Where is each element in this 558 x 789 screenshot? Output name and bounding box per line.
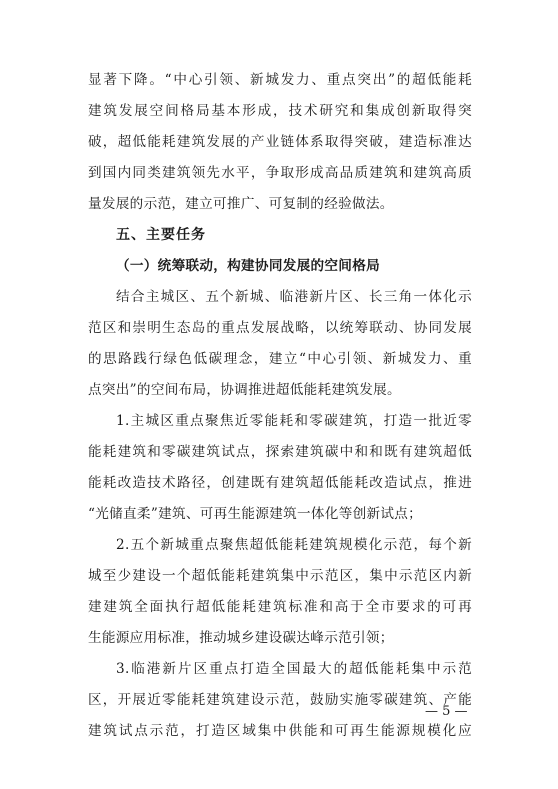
body-text-line: 区，开展近零能耗建筑建设示范，鼓励实施零碳建筑、产能 [88,692,472,708]
body-text-line: 生能源应用标准，推动城乡建设碳达峰示范引领； [88,630,394,646]
page-number: — 5 — [425,704,468,719]
body-text-line: 能耗改造技术路径，创建既有建筑超低能耗改造试点，推进 [88,475,472,491]
document-body [88,65,472,747]
list-item-first-line: 3.临港新片区重点打造全国最大的超低能耗集中示范 [116,661,472,677]
body-text-line: 显著下降。“中心引领、新城发力、重点突出”的超低能耗 [88,72,472,88]
list-item-first-line: 2.五个新城重点聚焦超低能耗建筑规模化示范，每个新 [116,537,472,553]
body-text-line: 量发展的示范，建立可推广、可复制的经验做法。 [88,196,394,212]
body-text-line: 建筑发展空间格局基本形成，技术研究和集成创新取得突 [88,103,472,119]
subsection-heading: （一）统筹联动，构建协同发展的空间格局 [116,258,380,274]
body-text-line: 的思路践行绿色低碳理念，建立“中心引领、新城发力、重 [88,351,472,367]
body-text-line: 到国内同类建筑领先水平，争取形成高品质建筑和建筑高质 [88,165,472,181]
body-text-line: 城至少建设一个超低能耗建筑集中示范区，集中示范区内新 [88,568,472,584]
body-text-line: 能耗建筑和零碳建筑试点，探索建筑碳中和和既有建筑超低 [88,444,472,460]
section-heading: 五、主要任务 [116,227,206,243]
paragraph-first-line: 结合主城区、五个新城、临港新片区、长三角一体化示 [116,289,472,305]
list-item-first-line: 1.主城区重点聚焦近零能耗和零碳建筑，打造一批近零 [116,413,472,429]
body-text-line: 点突出”的空间布局，协调推进超低能耗建筑发展。 [88,382,401,398]
body-text-line: 破，超低能耗建筑发展的产业链体系取得突破，建造标准达 [88,134,472,150]
body-text-line: 范区和崇明生态岛的重点发展战略，以统筹联动、协同发展 [88,320,472,336]
body-text-line: 建筑试点示范，打造区域集中供能和可再生能源规模化应 [88,723,472,739]
body-text-line: “光储直柔”建筑、可再生能源建筑一体化等创新试点； [88,506,423,522]
body-text-line: 建建筑全面执行超低能耗建筑标准和高于全市要求的可再 [88,599,472,615]
